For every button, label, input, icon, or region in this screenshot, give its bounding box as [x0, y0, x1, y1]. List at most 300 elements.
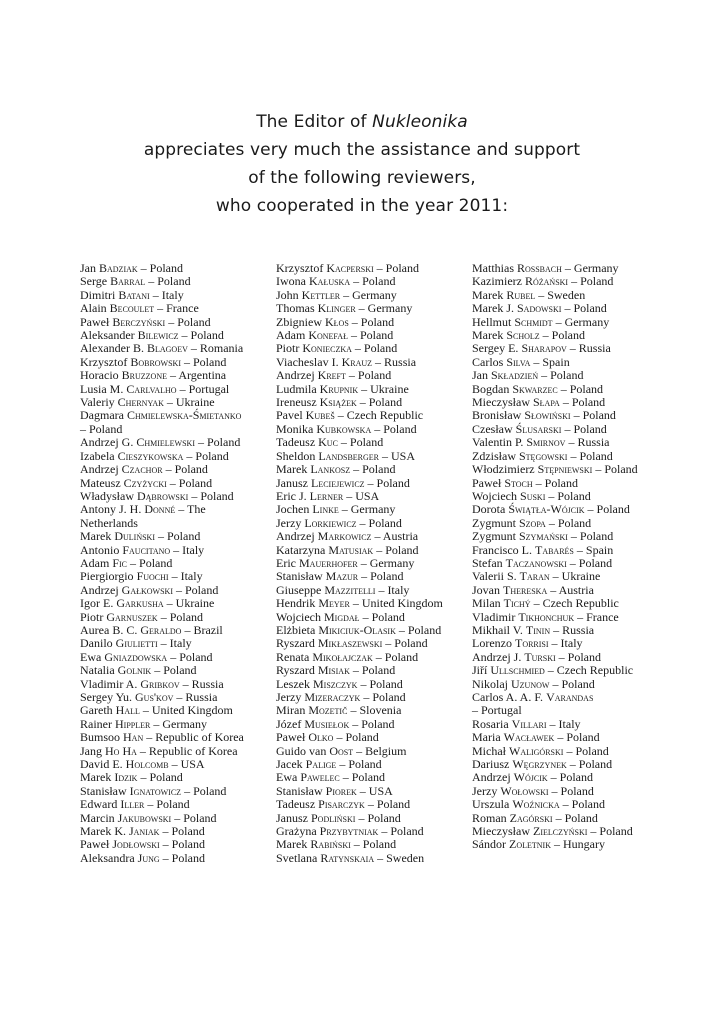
reviewer-given-name: Mieczysław: [472, 824, 533, 839]
reviewer-entry: [276, 825, 443, 838]
reviewer-entry: [276, 798, 443, 811]
reviewer-country: – Poland: [371, 421, 417, 436]
reviewer-entry: [276, 530, 443, 543]
reviewer-given-name: Andrzej: [80, 582, 122, 597]
reviewer-given-name: Ryszard: [276, 663, 318, 678]
reviewer-given-name: Grażyna: [276, 824, 320, 839]
reviewer-surname: Piorek: [325, 783, 357, 798]
reviewer-surname: Bruzzone: [121, 368, 167, 383]
reviewer-entry: [472, 611, 638, 624]
reviewer-country: – The: [175, 502, 206, 517]
reviewer-entry: [472, 450, 638, 463]
reviewer-country: – Germany: [552, 314, 610, 329]
reviewer-entry: [80, 503, 244, 516]
reviewer-entry: [276, 785, 443, 798]
reviewer-country: – USA: [168, 757, 205, 772]
reviewer-surname: Schmidt: [514, 314, 553, 329]
reviewer-entry: [80, 262, 244, 275]
reviewer-entry: [472, 651, 638, 664]
reviewer-given-name: Jerzy: [276, 515, 305, 530]
reviewer-surname: Misiak: [317, 663, 350, 678]
reviewer-country: – Sweden: [374, 850, 425, 865]
reviewer-country: – Poland: [373, 542, 419, 557]
reviewer-given-name: Matthias: [472, 261, 517, 275]
reviewer-country: – Poland: [167, 649, 213, 664]
reviewer-given-name: Marek J.: [472, 301, 517, 316]
reviewer-surname: Kacperski: [326, 261, 374, 275]
reviewer-entry: [80, 316, 244, 329]
reviewer-surname: Migdał: [324, 609, 360, 624]
reviewer-surname: Duliński: [114, 529, 155, 544]
reviewer-surname: Turski: [524, 649, 556, 664]
reviewer-country: – Poland: [561, 301, 607, 316]
reviewer-entry: [80, 342, 244, 355]
reviewer-entry: [472, 436, 638, 449]
reviewer-country: – Italy: [375, 582, 410, 597]
reviewer-country: – Russia: [566, 341, 611, 356]
reviewer-entry: [276, 262, 443, 275]
reviewer-surname: Rabiński: [310, 837, 351, 852]
reviewer-entry: [276, 611, 443, 624]
reviewer-given-name: Zdzisław: [472, 448, 519, 463]
reviewer-country: – Sweden: [535, 287, 586, 302]
reviewer-surname: Smirnov: [526, 435, 566, 450]
reviewer-country: – Poland: [547, 770, 593, 785]
reviewer-surname: Cieszykowska: [117, 448, 184, 463]
reviewer-entry: [80, 785, 244, 798]
reviewer-country: – Poland: [566, 555, 613, 570]
reviewer-surname: Kubeš: [305, 408, 335, 423]
reviewer-given-name: Wojciech: [276, 609, 325, 624]
reviewer-given-name: Stanisław: [276, 569, 326, 584]
reviewer-entry: [472, 396, 638, 409]
reviewer-given-name: Mateusz: [80, 475, 124, 490]
reviewer-entry: [80, 651, 244, 664]
reviewer-country: – Poland: [172, 582, 219, 597]
reviewer-surname: Bobrowski: [130, 354, 181, 369]
reviewer-country: – Poland: [382, 636, 428, 651]
heading-line-3: of the following reviewers,: [248, 168, 476, 188]
reviewer-surname: Badziak: [99, 261, 138, 275]
reviewer-country: – Italy: [546, 716, 581, 731]
reviewer-given-name: Katarzyna: [276, 542, 329, 557]
reviewer-surname: Ślusarski: [515, 421, 562, 436]
reviewer-country: – Russia: [550, 622, 595, 637]
reviewer-country: – Poland: [587, 824, 633, 839]
reviewer-given-name: Aurea B. C.: [80, 622, 141, 637]
reviewer-given-name: Marek: [276, 462, 311, 477]
reviewer-given-name: Iwona: [276, 274, 309, 289]
reviewer-entry: [472, 503, 638, 516]
reviewer-country: – Poland: [137, 261, 184, 275]
reviewer-surname: Konefał: [308, 328, 348, 343]
reviewer-surname: Zagórski: [509, 810, 553, 825]
reviewer-given-name: Ludmila: [276, 381, 320, 396]
reviewer-surname: Scholz: [506, 328, 540, 343]
reviewer-country: – Poland: [347, 328, 394, 343]
reviewer-entry: [276, 557, 443, 570]
reviewer-surname: Meyer: [318, 596, 350, 611]
reviewer-surname: Mikłaszewski: [317, 636, 383, 651]
reviewer-entry: [472, 624, 638, 637]
reviewer-entry: [276, 597, 443, 610]
reviewer-surname: Tikhonchuk: [518, 609, 575, 624]
reviewer-given-name: Lusia M.: [80, 381, 127, 396]
reviewer-surname: Garnuszek: [106, 609, 158, 624]
reviewer-entry: [80, 356, 244, 369]
reviewer-given-name: Lorenzo: [472, 636, 515, 651]
reviewer-given-name: Carlos A. A. F.: [472, 690, 547, 704]
reviewer-country: – Germany: [340, 287, 397, 302]
reviewer-country: – Poland: [592, 462, 638, 477]
reviewer-entry: [80, 838, 244, 851]
reviewer-entry: [472, 825, 638, 838]
reviewer-entry: [472, 463, 638, 476]
reviewer-given-name: Jiří: [472, 663, 491, 678]
reviewer-given-name: Janusz: [276, 475, 311, 490]
reviewer-country: – Poland: [151, 663, 197, 678]
reviewer-country: – Italy: [157, 636, 192, 651]
reviewer-given-name: Viacheslav I.: [276, 354, 342, 369]
editor-acknowledgement-heading: [0, 108, 724, 220]
reviewer-surname: Giulietti: [115, 636, 158, 651]
reviewer-country: – Argentina: [167, 368, 227, 383]
reviewer-given-name: John: [276, 287, 302, 302]
reviewer-entry: [80, 745, 244, 758]
reviewer-surname: Lankosz: [310, 462, 351, 477]
reviewer-country: – Poland: [378, 824, 424, 839]
reviewer-given-name: Vladimir A.: [80, 676, 141, 691]
reviewer-entry: [276, 852, 443, 865]
reviewer-entry: [80, 289, 244, 302]
reviewer-surname: Mozetič: [308, 703, 348, 718]
reviewer-surname: Garkusha: [116, 596, 164, 611]
reviewer-surname: Mikołajczak: [312, 649, 373, 664]
reviewer-country: – Poland: [127, 555, 173, 570]
reviewer-given-name: Mikhail V.: [472, 622, 526, 637]
reviewer-country: – Hungary: [551, 837, 605, 852]
reviewer-given-name: Jerzy: [276, 690, 305, 704]
reviewer-entry: [276, 584, 443, 597]
reviewer-surname: Skwarzec: [512, 381, 558, 396]
reviewer-surname: Chmielewska-Śmietanko: [126, 408, 242, 423]
reviewer-given-name: Giuseppe: [276, 582, 325, 597]
reviewer-country: – Poland: [181, 783, 227, 798]
reviewer-country: Netherlands: [80, 515, 138, 530]
reviewer-given-name: Stefan: [472, 555, 506, 570]
reviewer-given-name: Rainer: [80, 716, 115, 731]
reviewer-surname: Landsberger: [318, 448, 380, 463]
reviewer-country: – Poland: [567, 529, 614, 544]
reviewer-entry: [472, 356, 638, 369]
reviewer-entry: [472, 329, 638, 342]
reviewer-surname: Mikiciuk-Olasik: [318, 622, 396, 637]
reviewer-surname: Miszczyk: [312, 676, 358, 691]
reviewer-entry: [472, 664, 638, 677]
reviewer-country: – Germany: [357, 555, 415, 570]
reviewer-entry: [472, 691, 638, 704]
reviewer-entry: [80, 624, 244, 637]
reviewer-entry: [80, 852, 244, 865]
reviewer-surname: Barral: [110, 274, 146, 289]
reviewer-surname: Gribkov: [140, 676, 180, 691]
reviewer-entry: [472, 838, 638, 851]
reviewer-country: – Poland: [532, 475, 578, 490]
reviewer-given-name: Marek: [80, 529, 115, 544]
reviewer-entry: [80, 463, 244, 476]
reviewer-country: – Poland: [350, 274, 396, 289]
reviewer-entry: [80, 329, 244, 342]
reviewer-surname: Hippler: [115, 716, 151, 731]
reviewer-given-name: Michał: [472, 743, 509, 758]
reviewer-entry: [80, 396, 244, 409]
reviewer-country: – Poland: [183, 448, 229, 463]
reviewer-entry: [80, 423, 244, 436]
reviewer-given-name: Bogdan: [472, 381, 513, 396]
reviewer-given-name: Nikolaj: [472, 676, 511, 691]
reviewer-given-name: Janusz: [276, 810, 311, 825]
reviewer-given-name: Jerzy: [472, 783, 501, 798]
reviewer-given-name: Marek: [472, 287, 507, 302]
reviewer-country: – Poland: [357, 676, 403, 691]
reviewer-entry: [472, 369, 638, 382]
reviewer-country: – Poland: [373, 261, 420, 275]
reviewer-entry: [276, 316, 443, 329]
reviewer-entry: [80, 611, 244, 624]
reviewer-entry: [276, 450, 443, 463]
reviewer-entry: [472, 302, 638, 315]
reviewer-entry: [80, 302, 244, 315]
reviewer-surname: Chmielewski: [136, 435, 195, 450]
reviewer-surname: Konieczka: [302, 341, 352, 356]
reviewer-country: – Poland: [559, 797, 605, 812]
reviewer-surname: Varandas: [546, 690, 594, 704]
reviewer-surname: Zoletnik: [509, 837, 551, 852]
reviewer-entry: [276, 704, 443, 717]
reviewer-surname: Tichý: [503, 596, 531, 611]
reviewer-entry: [472, 544, 638, 557]
reviewer-surname: Matusiak: [328, 542, 374, 557]
reviewer-given-name: Zygmunt: [472, 515, 519, 530]
reviewer-entry: [80, 825, 244, 838]
reviewer-given-name: Andrzej: [472, 770, 514, 785]
reviewer-surname: Linke: [312, 502, 339, 517]
reviewer-given-name: Kazimierz: [472, 274, 525, 289]
reviewer-entry: [472, 423, 638, 436]
reviewer-surname: Waligórski: [509, 743, 564, 758]
reviewer-given-name: Adam: [276, 328, 309, 343]
reviewer-given-name: Tadeusz: [276, 435, 319, 450]
reviewer-entry: [472, 289, 638, 302]
reviewer-surname: Geraldo: [140, 622, 182, 637]
reviewer-country: – Portugal: [472, 703, 522, 718]
reviewer-country: – Poland: [561, 421, 607, 436]
reviewer-surname: Krupnik: [319, 381, 359, 396]
reviewer-surname: Fuochi: [136, 569, 169, 584]
reviewer-given-name: Marek K.: [80, 824, 129, 839]
reviewer-surname: Szopa: [519, 515, 546, 530]
reviewer-country: – Poland: [162, 462, 208, 477]
reviewer-surname: Bilewicz: [137, 328, 179, 343]
reviewer-surname: Ho Ha: [105, 743, 137, 758]
reviewer-entry: [276, 436, 443, 449]
reviewer-country: – Germany: [338, 502, 396, 517]
reviewer-country: – Russia: [179, 676, 224, 691]
reviewer-surname: Gniazdowska: [104, 649, 168, 664]
reviewer-given-name: Paweł: [276, 730, 309, 745]
reviewer-surname: Jodłowski: [112, 837, 160, 852]
reviewer-entry: [276, 651, 443, 664]
reviewer-given-name: Sergey Yu.: [80, 690, 135, 704]
reviewer-country: – Poland: [171, 810, 217, 825]
reviewer-given-name: Thomas: [276, 301, 318, 316]
reviewer-column-3: [472, 262, 638, 852]
reviewer-country: – Italy: [170, 542, 205, 557]
journal-name: Nukleonika: [372, 112, 468, 132]
reviewer-country: – Poland: [359, 609, 405, 624]
reviewer-country: – Poland: [336, 757, 382, 772]
reviewer-country: – Austria: [547, 582, 594, 597]
reviewer-given-name: Andrzej G.: [80, 435, 137, 450]
reviewer-country: – Poland: [554, 730, 600, 745]
reviewer-entry: [80, 530, 244, 543]
reviewer-entry: [80, 477, 244, 490]
reviewer-country: – France: [154, 301, 199, 316]
reviewer-given-name: Alexander B.: [80, 341, 147, 356]
reviewer-surname: Uzunow: [511, 676, 550, 691]
reviewer-given-name: Piergiorgio: [80, 569, 137, 584]
reviewer-entry: [276, 396, 443, 409]
reviewer-surname: Ignatowicz: [129, 783, 182, 798]
reviewer-entry: [80, 383, 244, 396]
reviewer-surname: Taran: [519, 569, 550, 584]
reviewer-entry: [276, 544, 443, 557]
reviewer-given-name: Gareth: [80, 703, 116, 718]
reviewer-entry: [472, 771, 638, 784]
reviewer-surname: Faucitano: [122, 542, 171, 557]
reviewer-surname: Gałkowski: [121, 582, 173, 597]
reviewer-given-name: Józef: [276, 716, 305, 731]
reviewer-list: [80, 262, 680, 882]
reviewer-country: – Poland: [559, 395, 606, 410]
reviewer-country: – Poland: [552, 810, 598, 825]
reviewer-given-name: Andrzej: [276, 529, 318, 544]
reviewer-country: – Ukraine: [358, 381, 409, 396]
reviewer-surname: Krauz: [341, 354, 373, 369]
reviewer-given-name: Andrzej: [80, 462, 122, 477]
reviewer-surname: Woźnicka: [512, 797, 560, 812]
reviewer-entry: [80, 704, 244, 717]
reviewer-entry: [472, 517, 638, 530]
reviewer-given-name: Ryszard: [276, 636, 318, 651]
reviewer-surname: Golnik: [117, 663, 152, 678]
reviewer-given-name: Ewa: [276, 770, 301, 785]
reviewer-given-name: Edward: [80, 797, 121, 812]
reviewer-given-name: Guido van: [276, 743, 330, 758]
reviewer-country: – Poland: [349, 716, 395, 731]
reviewer-surname: Olko: [308, 730, 334, 745]
reviewer-country: – Ukraine: [163, 395, 215, 410]
reviewer-surname: Taczanowski: [505, 555, 567, 570]
reviewer-given-name: David E.: [80, 757, 126, 772]
reviewer-given-name: Francisco L.: [472, 542, 535, 557]
reviewer-given-name: Czesław: [472, 421, 516, 436]
reviewer-country: – Poland: [348, 314, 395, 329]
reviewer-surname: Sadowski: [517, 301, 562, 316]
reviewer-country: – Poland: [539, 328, 586, 343]
reviewer-entry: [472, 584, 638, 597]
reviewer-given-name: Hellmut: [472, 314, 515, 329]
reviewer-given-name: Dimitri: [80, 287, 119, 302]
reviewer-country: – Poland: [395, 622, 442, 637]
reviewer-country: – Poland: [144, 797, 190, 812]
reviewer-entry: [80, 771, 244, 784]
reviewer-given-name: Zbigniew: [276, 314, 325, 329]
reviewer-country: – USA: [356, 783, 393, 798]
reviewer-country: – Poland: [355, 810, 401, 825]
reviewer-entry: [276, 383, 443, 396]
reviewer-country: – Poland: [555, 649, 602, 664]
reviewer-given-name: Pavel: [276, 408, 306, 423]
reviewer-entry: [276, 758, 443, 771]
reviewer-country: – Poland: [567, 448, 613, 463]
reviewer-surname: Tabarés: [534, 542, 574, 557]
reviewer-surname: Szymański: [519, 529, 568, 544]
reviewer-country: – Poland: [159, 824, 205, 839]
reviewer-given-name: Paweł: [80, 314, 113, 329]
reviewer-surname: Różański: [524, 274, 569, 289]
reviewer-entry: [276, 356, 443, 369]
reviewer-entry: [472, 637, 638, 650]
reviewer-given-name: Mieczysław: [472, 395, 533, 410]
reviewer-entry: [472, 557, 638, 570]
reviewer-country: – Poland: [166, 475, 213, 490]
reviewer-given-name: Piotr: [80, 609, 107, 624]
reviewer-given-name: Andrzej J.: [472, 649, 525, 664]
reviewer-country: – USA: [379, 448, 416, 463]
reviewer-country: – Poland: [563, 743, 609, 758]
reviewer-entry: [80, 544, 244, 557]
reviewer-given-name: Antonio: [80, 542, 123, 557]
reviewer-surname: Lorkiewicz: [304, 515, 357, 530]
reviewer-surname: Leciejewicz: [311, 475, 365, 490]
reviewer-country: – Poland: [349, 663, 396, 678]
reviewer-surname: Mazur: [325, 569, 359, 584]
reviewer-given-name: Milan: [472, 596, 504, 611]
reviewer-entry: [80, 758, 244, 771]
reviewer-country: – Poland: [545, 515, 592, 530]
reviewer-surname: Kałuska: [309, 274, 351, 289]
reviewer-given-name: Marek: [472, 328, 507, 343]
reviewer-given-name: Bumsoo: [80, 730, 124, 745]
reviewer-surname: Pawelec: [300, 770, 340, 785]
reviewer-given-name: Miran: [276, 703, 309, 718]
reviewer-entry: [472, 812, 638, 825]
reviewer-entry: [276, 503, 443, 516]
reviewer-surname: Podliński: [311, 810, 356, 825]
reviewer-entry: [80, 731, 244, 744]
reviewer-surname: Stępniewski: [537, 462, 593, 477]
reviewer-given-name: Jan: [472, 368, 491, 383]
reviewer-country: – Poland: [351, 341, 398, 356]
reviewer-given-name: Svetlana: [276, 850, 321, 865]
reviewer-country: – Poland: [195, 435, 241, 450]
reviewer-surname: Stęgowski: [519, 448, 568, 463]
reviewer-surname: Batani: [118, 287, 150, 302]
reviewer-given-name: Bronisław: [472, 408, 525, 423]
reviewer-surname: Kubkowska: [316, 421, 372, 436]
reviewer-country: – Portugal: [176, 381, 230, 396]
